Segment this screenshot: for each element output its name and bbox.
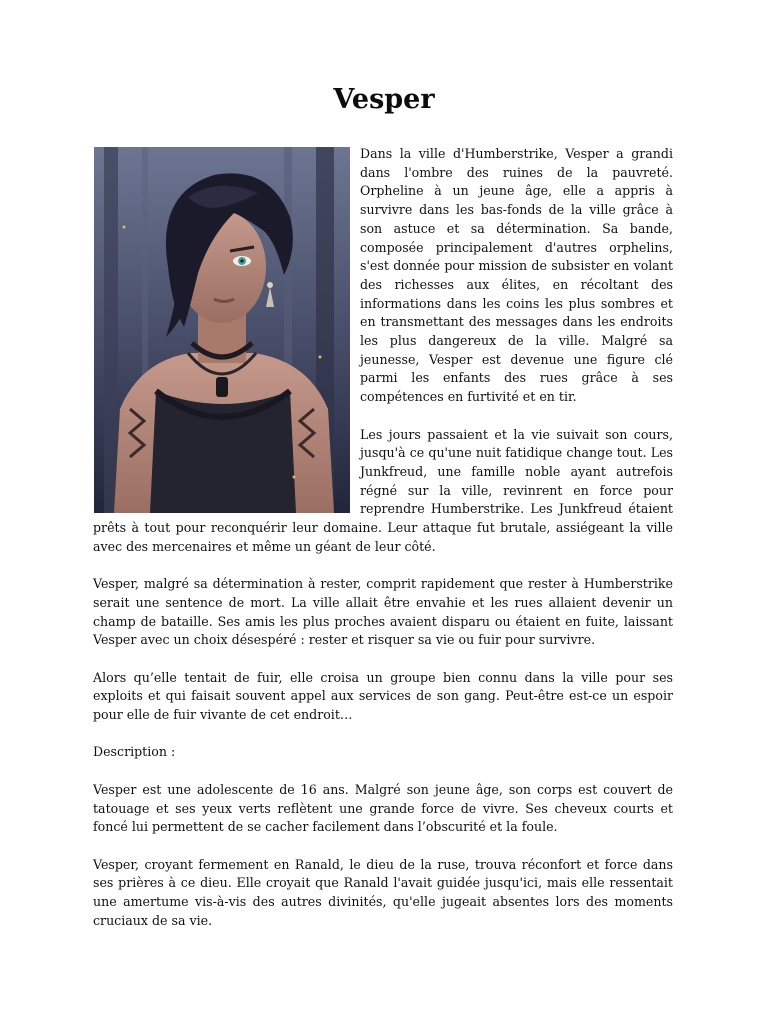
- paragraph-origin: Dans la ville d'Humberstrike, Vesper a grandi dans l'ombre des ruines de la pauvreté. Orpheline à un jeune âge, elle a appris à survivre dans les bas-fonds de la ville grâce à son astuce et sa détermination. Sa bande, composée principalement d'autres orphelins, s'est donnée pour mission de subsister en volant des richesses aux élites, en récoltant des informations dans les coins les plus sombres et en transmettant des messages dans les endroits les plus dangereux de la ville. Malgré sa jeunesse, Vesper est devenue une figure clé parmi les enfants des rues grâce à ses compétences en furtivité et en tir.: [360, 146, 673, 405]
- paragraph-faith: Vesper, croyant fermement en Ranald, le dieu de la ruse, trouva réconfort et force dans ses prières à ce dieu. Elle croyait que Ranald l'avait guidée jusqu'ici, mais elle ressentait une amertume vis-à-vis des autres divinités, qu'elle jugeait absentes lors des moments cruciaux de sa vie.: [93, 856, 673, 928]
- character-portrait: [94, 147, 350, 513]
- section-heading-description: Description :: [93, 744, 176, 760]
- page-title: Vesper: [333, 84, 435, 115]
- document-body: [93, 145, 673, 949]
- character-portrait-icon: [94, 147, 350, 513]
- paragraph-choice: Vesper, malgré sa détermination à rester, comprit rapidement que rester à Humberstrike serait une sentence de mort. La ville allait être envahie et les rues allaient devenir un champ de bataille. Ses amis les plus proches avaient disparu ou étaient en fuite, laissant Vesper avec un choix désespéré : rester et risquer sa vie ou fuir pour survivre.: [93, 576, 673, 648]
- paragraph-description: Vesper est une adolescente de 16 ans. Malgré son jeune âge, son corps est couvert de tatouage et ses yeux verts reflètent une grande force de vivre. Ses cheveux courts et foncé lui permettent de se cacher facilement dans l’obscurité et la foule.: [93, 781, 673, 835]
- paragraph-attack: Les jours passaient et la vie suivait son cours, jusqu'à ce qu'une nuit fatidique change tout. Les Junkfreud, une famille noble ayant autrefois régné sur la ville, revinrent en force pour reprendre Humberstrike. Les Junkfreud étaient prêts à tout pour reconquérir leur domaine. Leur attaque fut brutale, assiégeant la ville avec des mercenaires et même un géant de leur côté.: [93, 426, 673, 554]
- paragraph-escape: Alors qu’elle tentait de fuir, elle croisa un groupe bien connu dans la ville pour ses exploits et qui faisait souvent appel aux services de son gang. Peut-être est-ce un espoir pour elle de fuir vivante de cet endroit…: [93, 669, 673, 723]
